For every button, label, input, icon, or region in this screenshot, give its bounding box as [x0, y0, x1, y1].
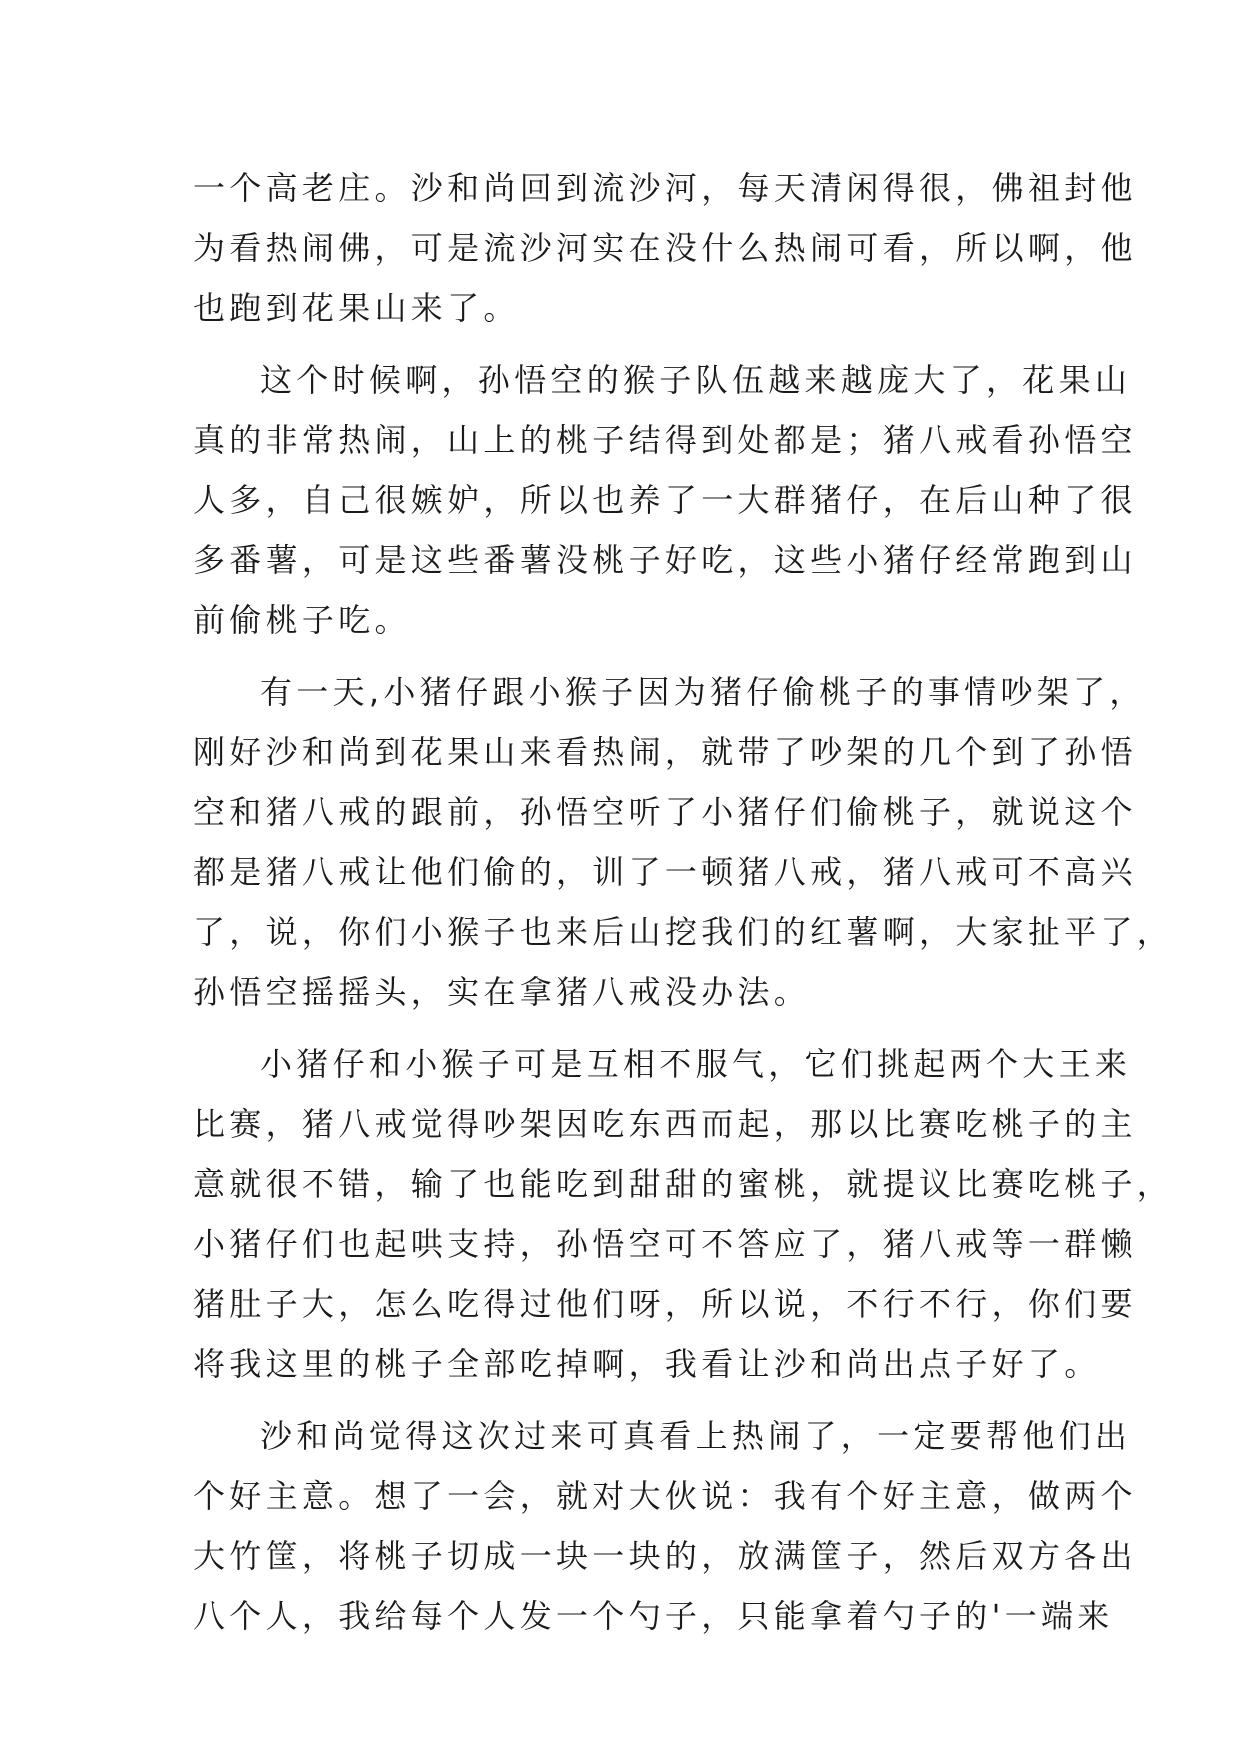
paragraph [193, 1034, 1174, 1394]
text-line: 八个人，我给每个人发一个勺子，只能拿着勺子的'一端来 [193, 1597, 1114, 1635]
text-line: 多番薯，可是这些番薯没桃子好吃，这些小猪仔经常跑到山 [193, 541, 1137, 579]
text-line: 这个时候啊，孙悟空的猴子队伍越来越庞大了，花果山 [260, 361, 1132, 399]
text-line: 人多，自己很嫉妒，所以也养了一大群猪仔，在后山种了很 [193, 481, 1137, 519]
text-line: 都是猪八戒让他们偷的，训了一顿猪八戒，猪八戒可不高兴 [193, 853, 1137, 891]
text-line: 前偷桃子吃。 [193, 601, 411, 639]
text-line: 为看热闹佛，可是流沙河实在没什么热闹可看，所以啊，他 [193, 229, 1137, 267]
text-line: 小猪仔们也起哄支持，孙悟空可不答应了，猪八戒等一群懒 [193, 1225, 1137, 1263]
body-text [193, 158, 1174, 1646]
text-line: 也跑到花果山来了。 [193, 289, 520, 327]
text-line: 一个高老庄。沙和尚回到流沙河，每天清闲得很，佛祖封他 [193, 169, 1137, 207]
paragraph [193, 158, 1137, 338]
text-line: 猪肚子大，怎么吃得过他们呀，所以说，不行不行，你们要 [193, 1285, 1137, 1323]
text-line: 大竹筐，将桃子切成一块一块的，放满筐子，然后双方各出 [193, 1537, 1137, 1575]
paragraph [193, 350, 1137, 650]
text-line: 意就很不错，输了也能吃到甜甜的蜜桃，就提议比赛吃桃子， [193, 1165, 1174, 1203]
paragraph [193, 662, 1174, 1022]
text-line: 刚好沙和尚到花果山来看热闹，就带了吵架的几个到了孙悟 [193, 733, 1137, 771]
text-line: 小猪仔和小猴子可是互相不服气，它们挑起两个大王来 [260, 1045, 1132, 1083]
text-line: 空和猪八戒的跟前，孙悟空听了小猪仔们偷桃子，就说这个 [193, 793, 1137, 831]
text-line: 真的非常热闹，山上的桃子结得到处都是；猪八戒看孙悟空 [193, 421, 1137, 459]
text-line: 了，说，你们小猴子也来后山挖我们的红薯啊，大家扯平了， [193, 913, 1174, 951]
text-line: 沙和尚觉得这次过来可真看上热闹了，一定要帮他们出 [260, 1417, 1132, 1455]
text-line: 将我这里的桃子全部吃掉啊，我看让沙和尚出点子好了。 [193, 1345, 1101, 1383]
text-line: 比赛，猪八戒觉得吵架因吃东西而起，那以比赛吃桃子的主 [193, 1105, 1137, 1143]
text-line: 个好主意。想了一会，就对大伙说：我有个好主意，做两个 [193, 1477, 1137, 1515]
text-line: 孙悟空摇摇头，实在拿猪八戒没办法。 [193, 973, 811, 1011]
text-line: 有一天,小猪仔跟小猴子因为猪仔偷桃子的事情吵架了， [260, 673, 1146, 711]
paragraph [193, 1406, 1137, 1646]
